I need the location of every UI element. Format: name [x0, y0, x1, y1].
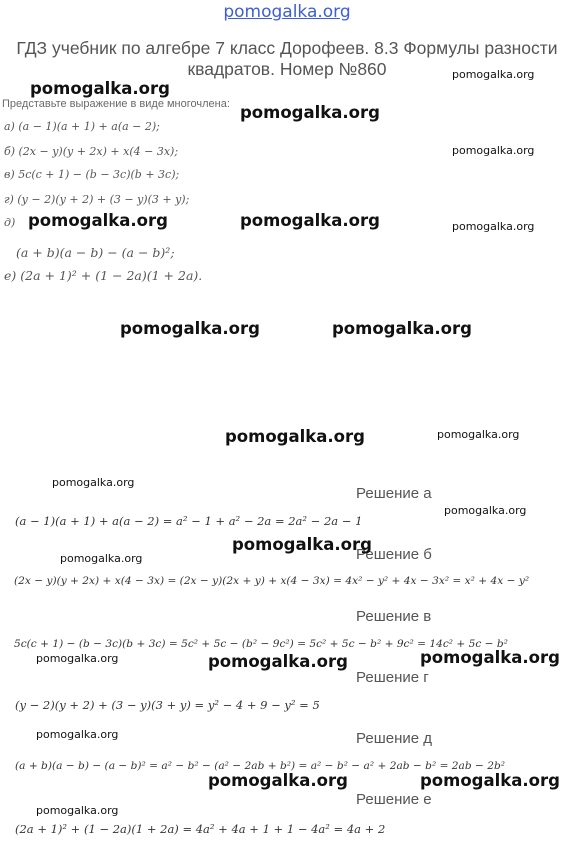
watermark: pomogalka.org	[240, 211, 380, 230]
solution-text-e: (2a + 1)² + (1 − 2a)(1 + 2a) = 4a² + 4a + 1 + 1 − 4a² = 4a + 2	[15, 822, 386, 836]
watermark: pomogalka.org	[30, 79, 170, 98]
solution-heading-e: Решение е	[356, 791, 432, 808]
task-item-b: б) (2x − y)(y + 2x) + x(4 − 3x);	[4, 145, 179, 158]
task-item-d-label: д)	[4, 216, 16, 229]
watermark: pomogalka.org	[28, 211, 168, 230]
task-item-g: г) (y − 2)(y + 2) + (3 − y)(3 + y);	[4, 193, 190, 206]
watermark: pomogalka.org	[225, 427, 365, 446]
solution-heading-b: Решение б	[356, 546, 432, 563]
watermark: pomogalka.org	[36, 804, 119, 817]
watermark: pomogalka.org	[452, 220, 535, 233]
task-intro: Представьте выражение в виде многочлена:	[2, 98, 230, 110]
page-title: ГДЗ учебник по алгебре 7 класс Дорофеев. 8.3 Формулы разности квадратов. Номер №860	[16, 38, 558, 79]
watermark: pomogalka.org	[52, 476, 135, 489]
watermark: pomogalka.org	[444, 504, 527, 517]
watermark: pomogalka.org	[452, 144, 535, 157]
watermark: pomogalka.org	[420, 771, 560, 790]
watermark: pomogalka.org	[240, 103, 380, 122]
site-link[interactable]: pomogalka.org	[223, 2, 351, 22]
task-item-d: (a + b)(a − b) − (a − b)²;	[16, 245, 175, 260]
watermark: pomogalka.org	[60, 552, 143, 565]
watermark: pomogalka.org	[332, 319, 472, 338]
solution-heading-a: Решение а	[356, 485, 432, 502]
watermark: pomogalka.org	[208, 771, 348, 790]
solution-text-v: 5c(c + 1) − (b − 3c)(b + 3c) = 5c² + 5c − (b² − 9c²) = 5c² + 5c − b² + 9c² = 14c² + 5c − b²	[14, 638, 508, 650]
watermark: pomogalka.org	[452, 68, 535, 81]
watermark: pomogalka.org	[232, 535, 372, 554]
watermark: pomogalka.org	[208, 652, 348, 671]
watermark: pomogalka.org	[36, 728, 119, 741]
watermark: pomogalka.org	[36, 652, 119, 665]
solution-text-b: (2x − y)(y + 2x) + x(4 − 3x) = (2x − y)(2x + y) + x(4 − 3x) = 4x² − y² + 4x − 3x² = x² + 4x − y²	[14, 575, 530, 587]
solution-text-d: (a + b)(a − b) − (a − b)² = a² − b² − (a² − 2ab + b²) = a² − b² − a² + 2ab − b² = 2ab − 2b²	[15, 760, 506, 772]
solution-text-a: (a − 1)(a + 1) + a(a − 2) = a² − 1 + a² − 2a = 2a² − 2a − 1	[15, 514, 363, 528]
solution-text-g: (y − 2)(y + 2) + (3 − y)(3 + y) = y² − 4 + 9 − y² = 5	[15, 698, 320, 712]
task-item-v: в) 5c(c + 1) − (b − 3c)(b + 3c);	[4, 168, 180, 181]
watermark: pomogalka.org	[120, 319, 260, 338]
watermark: pomogalka.org	[437, 428, 520, 441]
task-item-a: а) (a − 1)(a + 1) + a(a − 2);	[4, 120, 160, 133]
watermark: pomogalka.org	[420, 648, 560, 667]
solution-heading-g: Решение г	[356, 669, 429, 686]
solution-heading-d: Решение д	[356, 730, 432, 747]
solution-heading-v: Решение в	[356, 608, 432, 625]
task-item-e: е) (2a + 1)² + (1 − 2a)(1 + 2a).	[4, 268, 203, 283]
